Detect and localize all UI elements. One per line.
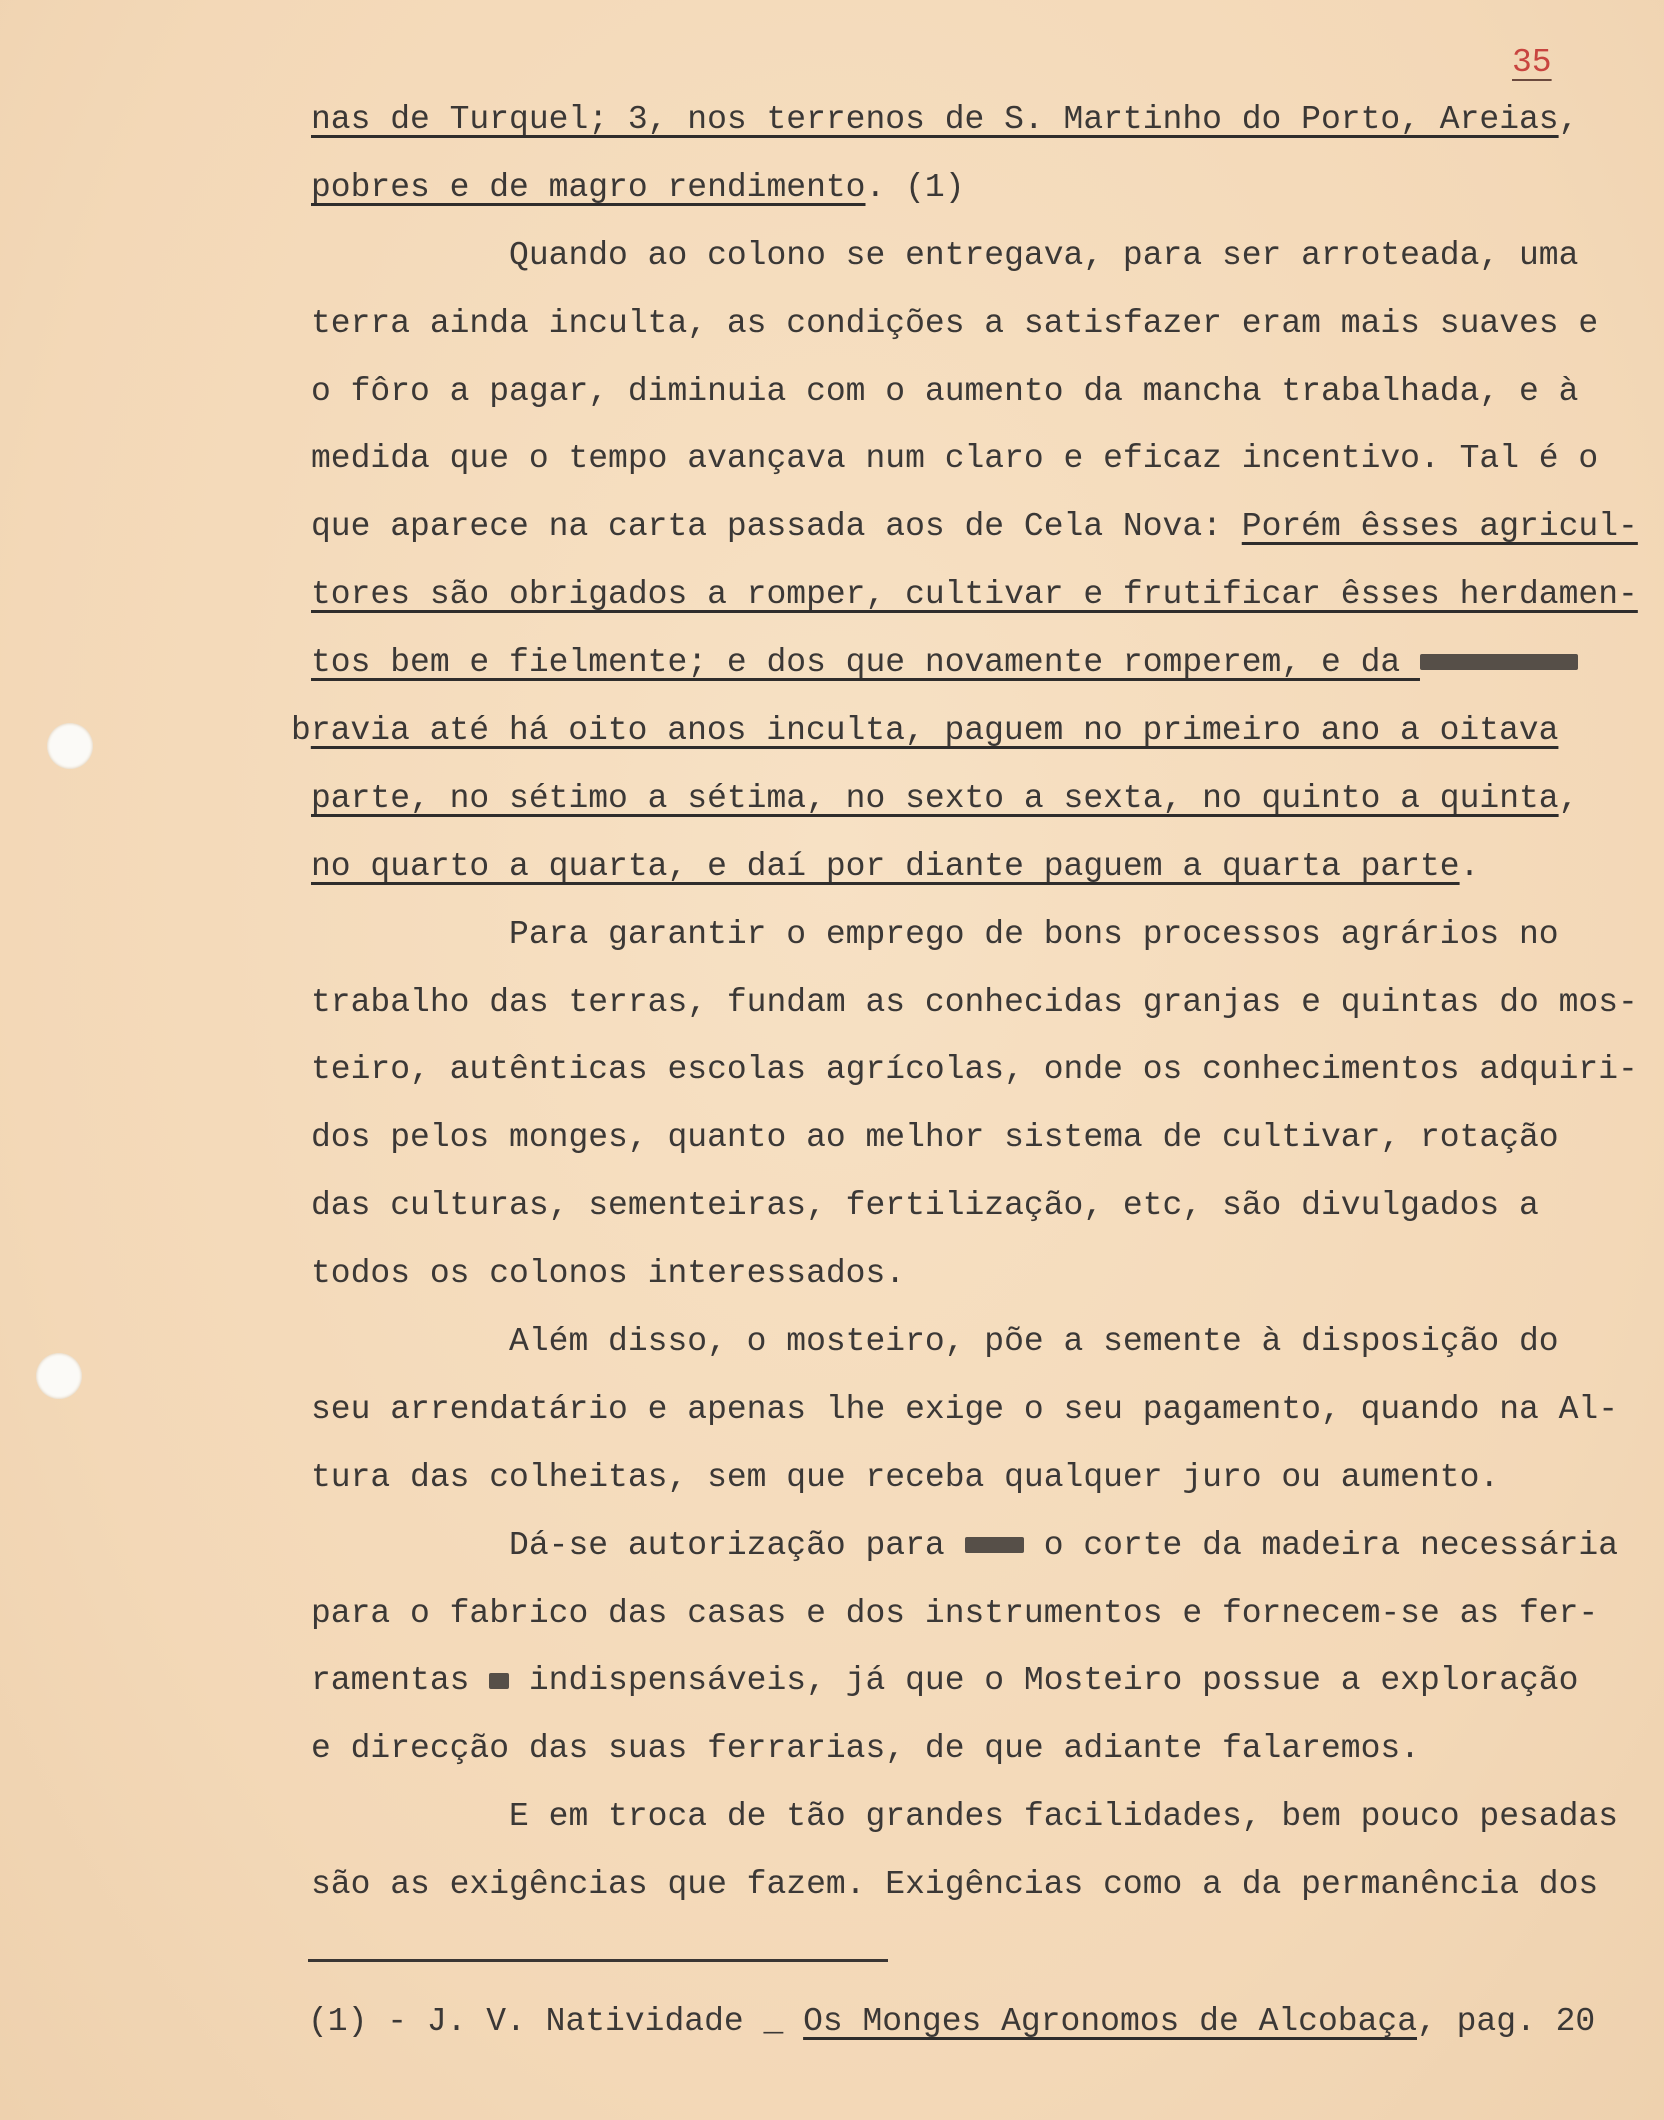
underlined-quote: Porém êsses agricul- bbox=[1241, 508, 1638, 546]
text-line bbox=[311, 644, 1641, 712]
underlined-quote: nas de Turquel; 3, nos terrenos de S. Martinho do Porto, Areias bbox=[311, 101, 1559, 138]
text-line bbox=[311, 1662, 1641, 1730]
underlined-quote: no quarto a quarta, e daí por diante paguem a quarta parte bbox=[311, 847, 1460, 885]
text-line bbox=[311, 305, 1641, 373]
text-line bbox=[311, 1798, 1641, 1866]
text-segment: terra ainda inculta, as condições a satisfazer eram mais suaves e bbox=[311, 304, 1599, 342]
text-segment: , bbox=[1558, 779, 1579, 817]
text-line bbox=[311, 576, 1641, 644]
text-line bbox=[311, 848, 1641, 916]
typed-body-text bbox=[291, 101, 1641, 1934]
page-number: 35 bbox=[1512, 44, 1552, 81]
struck-out-text bbox=[965, 1537, 1024, 1553]
text-line bbox=[311, 1323, 1641, 1391]
struck-out-text bbox=[489, 1673, 509, 1689]
text-line bbox=[311, 1595, 1641, 1663]
text-line bbox=[311, 1459, 1641, 1527]
underlined-quote: ravia até há oito anos inculta, paguem no primeiro ano a oitava bbox=[310, 712, 1559, 750]
underlined-quote: parte, no sétimo a sétima, no sexto a sexta, no quinto a quinta bbox=[311, 779, 1559, 817]
text-line bbox=[311, 1119, 1641, 1187]
text-segment: , bbox=[1558, 101, 1579, 138]
text-line bbox=[311, 1051, 1641, 1119]
text-line bbox=[311, 984, 1641, 1052]
text-segment: . bbox=[1459, 847, 1480, 885]
footnote-prefix: (1) - J. V. Natividade _ bbox=[308, 2003, 804, 2040]
text-line bbox=[311, 237, 1641, 305]
text-line bbox=[311, 1527, 1641, 1595]
footnote bbox=[308, 1988, 1595, 2056]
text-segment: para o fabrico das casas e dos instrumentos e fornecem-se as fer- bbox=[311, 1594, 1599, 1632]
text-segment: o fôro a pagar, diminuia com o aumento da mancha trabalhada, e à bbox=[311, 372, 1579, 410]
struck-out-text bbox=[1420, 654, 1578, 670]
text-segment: medida que o tempo avançava num claro e eficaz incentivo. Tal é o bbox=[311, 440, 1599, 478]
text-segment: das culturas, sementeiras, fertilização, etc, são divulgados a bbox=[311, 1187, 1539, 1225]
text-segment: . (1) bbox=[865, 168, 965, 206]
text-segment: b bbox=[291, 712, 311, 750]
text-segment: ramentas bbox=[311, 1662, 490, 1700]
text-segment: o corte da madeira necessária bbox=[1023, 1526, 1619, 1564]
text-line bbox=[311, 1391, 1641, 1459]
text-line bbox=[311, 169, 1641, 237]
text-line bbox=[311, 1866, 1641, 1934]
underlined-quote: tores são obrigados a romper, cultivar e frutificar êsses herdamen- bbox=[311, 576, 1638, 614]
text-segment: dos pelos monges, quanto ao melhor sistema de cultivar, rotação bbox=[311, 1119, 1559, 1157]
text-line bbox=[291, 712, 1641, 780]
text-line bbox=[311, 780, 1641, 848]
footnote-separator bbox=[308, 1959, 888, 1962]
text-segment: todos os colonos interessados. bbox=[311, 1255, 906, 1293]
text-segment: que aparece na carta passada aos de Cela Nova: bbox=[311, 508, 1242, 546]
text-segment: tura das colheitas, sem que receba qualquer juro ou aumento. bbox=[311, 1458, 1500, 1496]
text-segment: trabalho das terras, fundam as conhecidas granjas e quintas do mos- bbox=[311, 983, 1638, 1021]
underlined-quote: tos bem e fielmente; e dos que novamente romperem, e da bbox=[311, 644, 1420, 682]
text-line bbox=[311, 1730, 1641, 1798]
text-segment: teiro, autênticas escolas agrícolas, onde os conhecimentos adquiri- bbox=[311, 1051, 1638, 1089]
text-segment: indispensáveis, já que o Mosteiro possue a exploração bbox=[509, 1662, 1579, 1700]
text-line bbox=[311, 916, 1641, 984]
text-segment: Para garantir o emprego de bons processos agrários no bbox=[311, 915, 1559, 953]
footnote-title: Os Monges Agronomos de Alcobaça bbox=[803, 2003, 1417, 2040]
text-segment: Dá-se autorização para bbox=[311, 1526, 965, 1564]
text-line bbox=[311, 101, 1641, 169]
underlined-quote: pobres e de magro rendimento bbox=[311, 168, 866, 206]
text-segment: e direcção das suas ferrarias, de que adiante falaremos. bbox=[311, 1730, 1420, 1768]
text-segment: E em troca de tão grandes facilidades, bem pouco pesadas bbox=[311, 1798, 1619, 1836]
text-segment: Além disso, o mosteiro, põe a semente à disposição do bbox=[311, 1323, 1559, 1361]
punch-hole-top bbox=[47, 723, 93, 769]
text-segment: Quando ao colono se entregava, para ser arroteada, uma bbox=[311, 236, 1579, 274]
text-segment: são as exigências que fazem. Exigências como a da permanência dos bbox=[311, 1866, 1599, 1904]
text-line bbox=[311, 1255, 1641, 1323]
text-segment: seu arrendatário e apenas lhe exige o seu pagamento, quando na Al- bbox=[311, 1390, 1619, 1428]
punch-hole-bottom bbox=[36, 1353, 82, 1399]
text-line bbox=[311, 440, 1641, 508]
text-line bbox=[311, 373, 1641, 441]
footnote-suffix: , pag. 20 bbox=[1417, 2003, 1596, 2040]
text-line bbox=[311, 1187, 1641, 1255]
text-line bbox=[311, 508, 1641, 576]
